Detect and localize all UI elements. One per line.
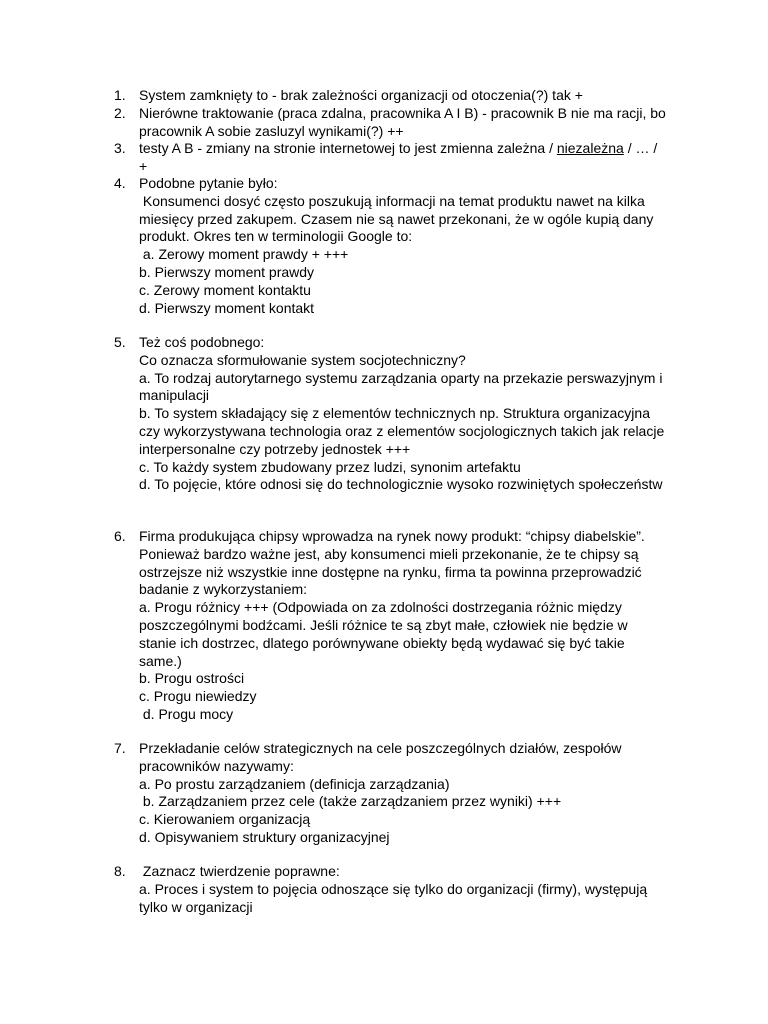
question-text — [139, 87, 684, 105]
question-number: 6. — [114, 528, 126, 544]
answer-option: a. To rodzaj autorytarnego systemu zarządzania oparty na przekazie perswazyjnym i — [139, 369, 663, 386]
question-number: 4. — [114, 175, 126, 191]
answer-option: manipulacji — [139, 387, 210, 404]
question-number: 5. — [114, 334, 126, 350]
text-line: Nierówne traktowanie (praca zdalna, pracownika A I B) - pracownik B nie ma racji, bo — [139, 105, 666, 121]
question-text — [139, 334, 684, 494]
text-line: Podobne pytanie było: — [139, 175, 278, 191]
answer-option: d. Opisywaniem struktury organizacyjnej — [139, 828, 390, 845]
answer-option: c. Kierowaniem organizacją — [139, 811, 311, 828]
answer-option: b. To system składający się z elementów technicznych np. Struktura organizacyjna — [139, 405, 650, 422]
answer-option: poszczególnymi bodźcami. Jeśli różnice te są zbyt małe, człowiek nie będzie w — [139, 616, 628, 633]
answer-option: a. Progu różnicy +++ (Odpowiada on za zdolności dostrzegania różnic między — [139, 599, 622, 616]
text-segment: testy A B - zmiany na stronie internetowej to jest zmienna zależna / — [139, 140, 557, 156]
text-line: produkt. Okres ten w terminologii Google to: — [139, 228, 413, 245]
answer-option: a. Zerowy moment prawdy + +++ — [139, 246, 349, 263]
text-line: Przekładanie celów strategicznych na cele poszczególnych działów, zespołów — [139, 740, 622, 756]
answer-option: interpersonalne czy potrzeby jednostek +++ — [139, 440, 411, 457]
answer-option: a. Proces i system to pojęcia odnoszące się tylko do organizacji (firmy), występują — [139, 880, 648, 897]
text-line: Ponieważ bardzo ważne jest, aby konsumenci mieli przekonanie, że te chipsy są — [139, 545, 639, 562]
text-line: Co oznacza sformułowanie system socjotechniczny? — [139, 351, 466, 368]
question-number: 2. — [114, 105, 126, 121]
question-text — [139, 175, 684, 317]
text-line: badanie z wykorzystaniem: — [139, 581, 308, 598]
text-line: System zamknięty to - brak zależności organizacji od otoczenia(?) tak + — [139, 87, 583, 103]
text-line: miesięcy przed zakupem. Czasem nie są nawet przekonani, że w ogóle kupią dany — [139, 210, 654, 227]
answer-option: b. Zarządzaniem przez cele (także zarządzaniem przez wyniki) +++ — [139, 793, 562, 810]
question-number: 7. — [114, 740, 126, 756]
answer-option: b. Progu ostrości — [139, 670, 245, 687]
question-number: 8. — [114, 863, 126, 879]
answer-option: c. To każdy system zbudowany przez ludzi, synonim artefaktu — [139, 458, 521, 475]
answer-option: d. Pierwszy moment kontakt — [139, 299, 315, 316]
text-line — [139, 140, 684, 158]
answer-option: tylko w organizacji — [139, 898, 253, 915]
text-line: Zaznacz twierdzenie poprawne: — [139, 863, 340, 879]
text-line: ostrzejsze niż wszystkie inne dostępne na rynku, firma ta powinna przeprowadzić — [139, 563, 642, 580]
answer-option: czy wykorzystywana technologia oraz z elementów socjologicznych takich jak relacje — [139, 422, 665, 439]
text-line: Konsumenci dosyć często poszukują informacji na temat produktu nawet na kilka — [139, 192, 645, 209]
underlined-word: niezależna — [556, 140, 624, 156]
text-line: Firma produkująca chipsy wprowadza na rynek nowy produkt: “chipsy diabelskie”. — [139, 528, 645, 544]
question-text — [139, 740, 684, 847]
question-text — [139, 140, 684, 176]
answer-option: d. Progu mocy — [139, 705, 234, 722]
question-number: 3. — [114, 140, 126, 156]
question-number: 1. — [114, 87, 126, 103]
text-segment: / … / — [623, 140, 658, 156]
answer-option: b. Pierwszy moment prawdy — [139, 263, 315, 280]
answer-option: c. Progu niewiedzy — [139, 688, 257, 705]
answer-option: c. Zerowy moment kontaktu — [139, 281, 311, 298]
answer-option: d. To pojęcie, które odnosi się do technologicznie wysoko rozwiniętych społeczeństw — [139, 476, 663, 493]
answer-option: a. Po prostu zarządzaniem (definicja zarządzania) — [139, 775, 450, 792]
text-line: pracowników nazywamy: — [139, 757, 294, 774]
answer-option: same.) — [139, 652, 182, 669]
question-text — [139, 105, 684, 141]
question-text — [139, 528, 684, 724]
question-text — [139, 863, 684, 916]
text-line: + — [139, 157, 148, 174]
answer-option: stanie ich dostrzec, dlatego porównywane obiekty będą wydawać się być takie — [139, 634, 625, 651]
text-line: pracownik A sobie zasluzyl wynikami(?) ++ — [139, 122, 404, 139]
text-line: Też coś podobnego: — [139, 334, 265, 350]
